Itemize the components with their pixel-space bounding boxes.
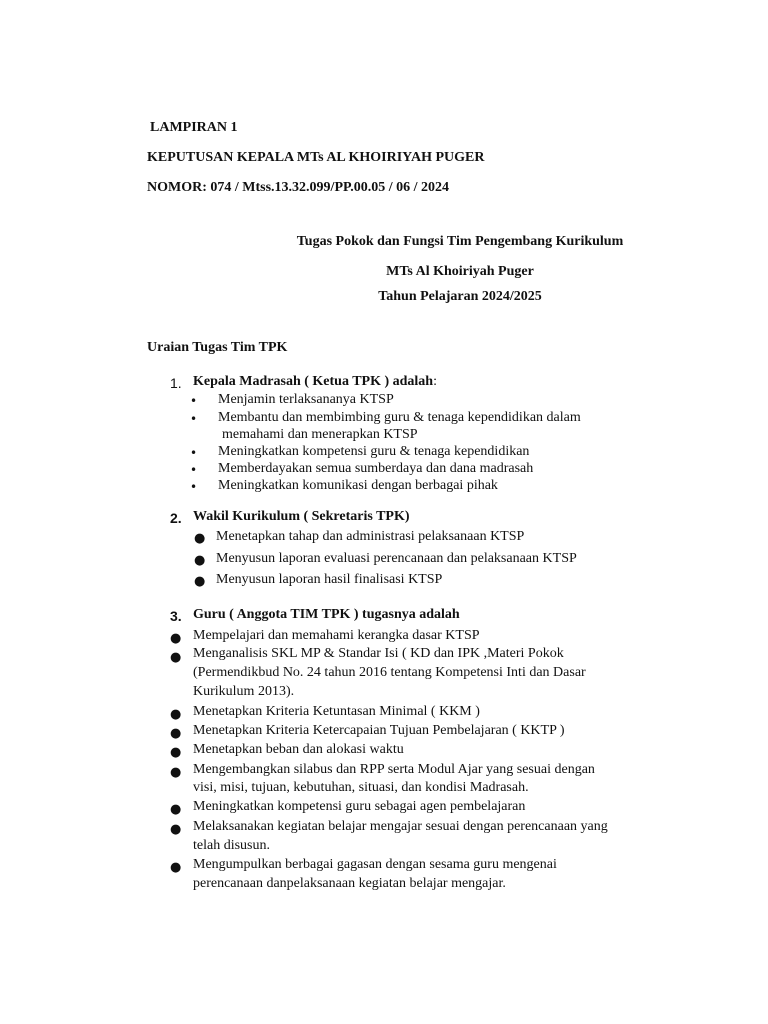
section-3-item-8: Melaksanakan kegiatan belajar mengajar sesuai dengan perencanaan yang	[193, 819, 608, 834]
section-3-item-1: Mempelajari dan memahami kerangka dasar KTSP	[193, 628, 480, 643]
section-1-heading-line	[193, 374, 437, 390]
section-3-item-3: Menetapkan Kriteria Ketuntasan Minimal ( KKM )	[193, 704, 480, 719]
section-1-item-1: Menjamin terlaksananya KTSP	[218, 392, 394, 407]
section-2-number: 2.	[170, 510, 182, 526]
section-3-item-2-cont-1: (Permendikbud No. 24 tahun 2016 tentang Kompetensi Inti dan Dasar	[193, 665, 586, 680]
section-3-item-9-cont: perencanaan danpelaksanaan kegiatan belajar mengajar.	[193, 876, 506, 891]
bullet-icon: ●	[194, 531, 206, 546]
bullet-icon: ●	[170, 860, 182, 875]
bullet-icon: ●	[194, 553, 206, 568]
bullet-icon: •	[190, 394, 198, 408]
keputusan-prefix: KEPUTUSAN KEPALA	[147, 150, 297, 165]
nomor-value: 074 / Mtss.13.32.099/PP.00.05 / 06 / 2024	[210, 180, 450, 195]
section-2-item-1: Menetapkan tahap dan administrasi pelaksanaan KTSP	[216, 529, 525, 544]
section-1-item-3: Meningkatkan kompetensi guru & tenaga kependidikan	[218, 444, 530, 459]
section-3-item-6: Mengembangkan silabus dan RPP serta Modul Ajar yang sesuai dengan	[193, 762, 595, 777]
bullet-icon: ●	[170, 726, 182, 741]
bullet-icon: ●	[170, 631, 182, 646]
lampiran-label: LAMPIRAN 1	[150, 120, 238, 135]
section-3-item-4: Menetapkan Kriteria Ketercapaian Tujuan Pembelajaran ( KKTP )	[193, 723, 565, 738]
keputusan-line	[147, 150, 485, 166]
section-3-item-5: Menetapkan beban dan alokasi waktu	[193, 742, 404, 757]
section-2-item-2: Menyusun laporan evaluasi perencanaan dan pelaksanaan KTSP	[216, 551, 577, 566]
title-line-2: MTs Al Khoiriyah Puger	[386, 264, 534, 279]
section-3-item-9: Mengumpulkan berbagai gagasan dengan sesama guru mengenai	[193, 857, 557, 872]
nomor-line	[147, 180, 449, 196]
title-line-3: Tahun Pelajaran 2024/2025	[378, 289, 542, 304]
section-1-item-5: Meningkatkan komunikasi dengan berbagai pihak	[218, 478, 498, 493]
section-1-item-4: Memberdayakan semua sumberdaya dan dana madrasah	[218, 461, 534, 476]
bullet-icon: ●	[170, 802, 182, 817]
section-3-item-2: Menganalisis SKL MP & Standar Isi ( KD dan IPK ,Materi Pokok	[193, 646, 564, 661]
title-line-1: Tugas Pokok dan Fungsi Tim Pengembang Kurikulum	[296, 234, 624, 249]
section-1-number: 1.	[170, 375, 182, 391]
section-3-item-6-cont: visi, misi, tujuan, kebutuhan, situasi, dan kondisi Madrasah.	[193, 780, 529, 795]
bullet-icon: ●	[170, 707, 182, 722]
bullet-icon: •	[190, 463, 198, 477]
bullet-icon: •	[190, 446, 198, 460]
section-1-item-2: Membantu dan membimbing guru & tenaga kependidikan dalam	[218, 410, 581, 425]
bullet-icon: ●	[170, 765, 182, 780]
section-2-item-3: Menyusun laporan hasil finalisasi KTSP	[216, 572, 443, 587]
bullet-icon: ●	[170, 745, 182, 760]
bullet-icon: ●	[170, 650, 182, 665]
keputusan-school: MTs AL KHOIRIYAH PUGER	[296, 150, 485, 165]
section-1-heading-suffix: :	[433, 374, 437, 389]
section-3-heading: Guru ( Anggota TIM TPK ) tugasnya adalah	[193, 607, 460, 622]
section-heading: Uraian Tugas Tim TPK	[147, 340, 288, 355]
section-1-heading: Kepala Madrasah ( Ketua TPK ) adalah	[193, 374, 434, 389]
section-1-item-2-cont: memahami dan menerapkan KTSP	[222, 427, 418, 442]
section-3-item-8-cont: telah disusun.	[193, 838, 270, 853]
bullet-icon: •	[190, 412, 198, 426]
bullet-icon: •	[190, 480, 198, 494]
section-3-item-7: Meningkatkan kompetensi guru sebagai agen pembelajaran	[193, 799, 526, 814]
section-3-item-2-cont-2: Kurikulum 2013).	[193, 684, 295, 699]
nomor-label: NOMOR:	[147, 180, 211, 195]
section-2-heading: Wakil Kurikulum ( Sekretaris TPK)	[193, 509, 410, 524]
bullet-icon: ●	[170, 822, 182, 837]
section-3-number: 3.	[170, 608, 182, 624]
bullet-icon: ●	[194, 574, 206, 589]
